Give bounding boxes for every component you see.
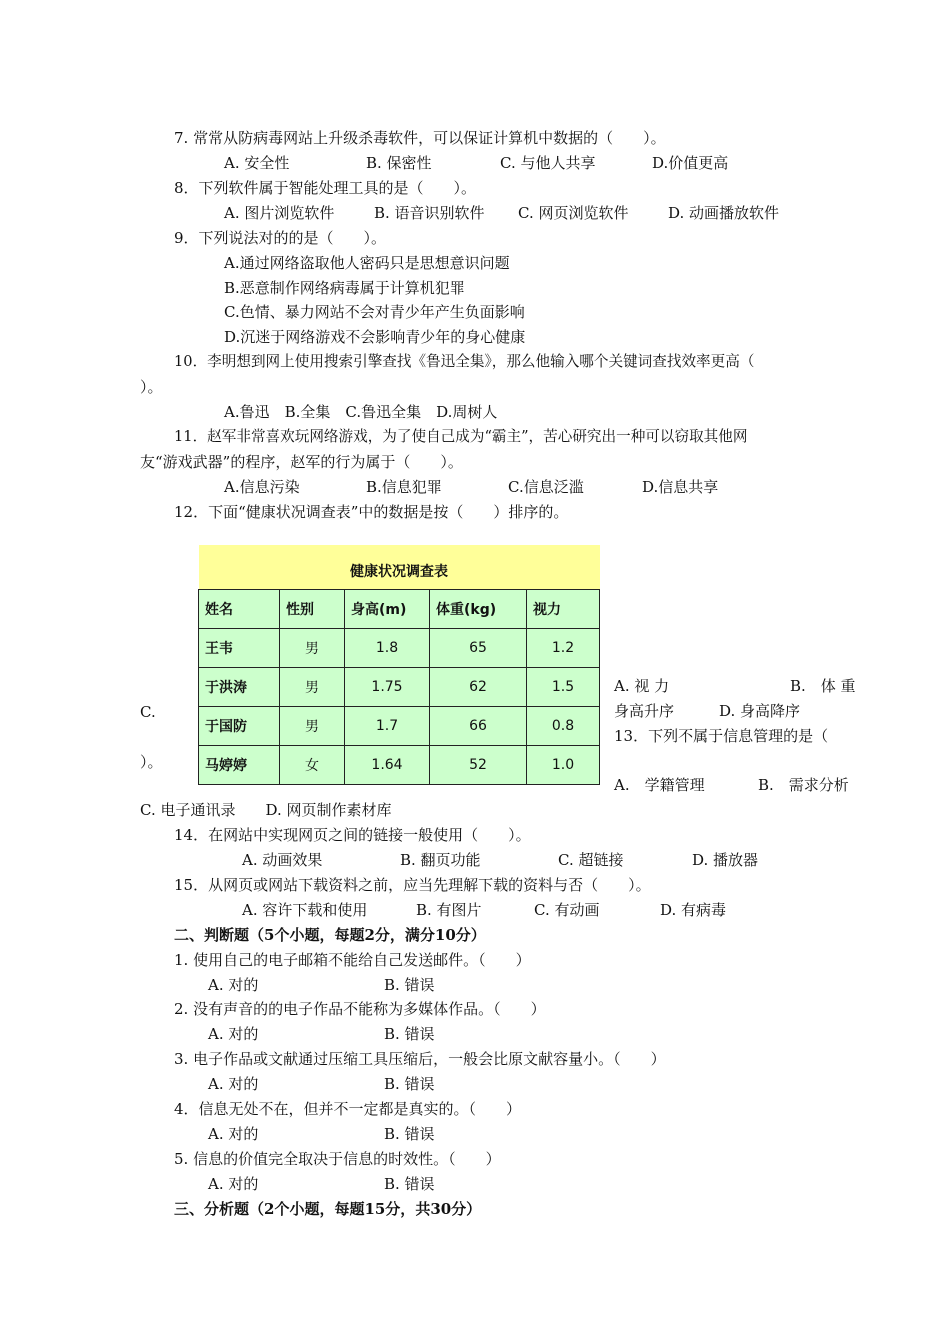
table-title-row (199, 545, 600, 590)
col-header-weight: 体重(kg) (430, 590, 527, 629)
judge-item-3-stem: 3. 电子作品或文献通过压缩工具压缩后，一般会比原文献容量小。（ ） (174, 1050, 666, 1068)
judge-item-3-option-b: B. 错误 (384, 1075, 435, 1093)
cell-vision: 1.0 (527, 746, 600, 785)
q8-option-d: D. 动画播放软件 (668, 204, 780, 222)
q15-stem: 15．从网页或网站下载资料之前，应当先理解下载的资料与否（ ）。 (174, 876, 651, 894)
q11-option-c: C.信息泛滥 (508, 478, 584, 496)
judge-item-1-option-a: A. 对的 (208, 976, 259, 994)
q14-option-c: C. 超链接 (558, 851, 624, 869)
q9-option-b: B.恶意制作网络病毒属于计算机犯罪 (224, 279, 465, 297)
table-row (199, 746, 600, 785)
q7-stem: 7. 常常从防病毒网站上升级杀毒软件，可以保证计算机中数据的（ ）。 (174, 129, 666, 147)
table-row (199, 629, 600, 668)
cell-height: 1.64 (345, 746, 430, 785)
table-row (199, 707, 600, 746)
judge-item-3-option-a: A. 对的 (208, 1075, 259, 1093)
q8-option-b: B. 语音识别软件 (374, 204, 485, 222)
cell-name: 马婷婷 (199, 746, 280, 785)
judge-item-5-stem: 5. 信息的价值完全取决于信息的时效性。（ ） (174, 1150, 501, 1168)
q15-option-b: B. 有图片 (416, 901, 482, 919)
q9-stem: 9．下列说法对的的是（ ）。 (174, 229, 387, 247)
cell-height: 1.75 (345, 668, 430, 707)
q12-close-paren: ）。 (140, 753, 163, 771)
q15-option-d: D. 有病毒 (660, 901, 727, 919)
q14-stem: 14．在网站中实现网页之间的链接一般使用（ ）。 (174, 826, 531, 844)
cell-gender: 男 (280, 629, 345, 668)
cell-name: 王韦 (199, 629, 280, 668)
col-header-name: 姓名 (199, 590, 280, 629)
q11-stem-line1: 11．赵军非常喜欢玩网络游戏，为了使自己成为“霸主”，苦心研究出一种可以窃取其他网 (174, 428, 748, 445)
col-header-vision: 视力 (527, 590, 600, 629)
judge-item-4-option-a: A. 对的 (208, 1125, 259, 1143)
table-title: 健康状况调查表 (199, 545, 600, 590)
col-header-gender: 性别 (280, 590, 345, 629)
cell-weight: 52 (430, 746, 527, 785)
q9-option-c: C.色情、暴力网站不会对青少年产生负面影响 (224, 303, 525, 321)
cell-vision: 1.2 (527, 629, 600, 668)
q11-option-d: D.信息共享 (642, 478, 719, 496)
q7-option-b: B. 保密性 (366, 154, 432, 172)
judge-item-1-option-b: B. 错误 (384, 976, 435, 994)
table-row (199, 668, 600, 707)
q10-stem-line1: 10．李明想到网上使用搜索引擎查找《鲁迅全集》，那么他输入哪个关键词查找效率更高（ (174, 353, 755, 370)
cell-gender: 男 (280, 668, 345, 707)
judge-item-2-option-a: A. 对的 (208, 1025, 259, 1043)
q12-option-b: B. 体 重 (790, 677, 856, 695)
q13-options-line2: C. 电子通讯录 D. 网页制作素材库 (140, 801, 392, 819)
col-header-height: 身高(m) (345, 590, 430, 629)
q8-option-c: C. 网页浏览软件 (518, 204, 629, 222)
q9-option-a: A.通过网络盗取他人密码只是思想意识问题 (224, 254, 510, 272)
q14-option-b: B. 翻页功能 (400, 851, 481, 869)
q14-option-a: A. 动画效果 (242, 851, 323, 869)
q14-option-d: D. 播放器 (692, 851, 759, 869)
q12-option-a: A. 视 力 (614, 677, 670, 695)
cell-vision: 0.8 (527, 707, 600, 746)
q8-option-a: A. 图片浏览软件 (224, 204, 335, 222)
q13-option-a: A. 学籍管理 (614, 776, 705, 794)
q12-options-line2: 身高升序 D. 身高降序 (614, 702, 801, 720)
cell-weight: 65 (430, 629, 527, 668)
q11-stem-line2: 友“游戏武器”的程序，赵军的行为属于（ ）。 (140, 453, 463, 471)
q11-option-b: B.信息犯罪 (366, 478, 442, 496)
q15-option-c: C. 有动画 (534, 901, 600, 919)
q11-option-a: A.信息污染 (224, 478, 300, 496)
section2-title: 二、判断题（5个小题，每题2分，满分10分） (174, 926, 486, 944)
judge-item-5-option-a: A. 对的 (208, 1175, 259, 1193)
judge-item-4-option-b: B. 错误 (384, 1125, 435, 1143)
cell-weight: 66 (430, 707, 527, 746)
judge-item-2-option-b: B. 错误 (384, 1025, 435, 1043)
cell-gender: 男 (280, 707, 345, 746)
cell-weight: 62 (430, 668, 527, 707)
cell-height: 1.7 (345, 707, 430, 746)
health-survey-table (198, 545, 600, 785)
cell-height: 1.8 (345, 629, 430, 668)
q8-stem: 8．下列软件属于智能处理工具的是（ ）。 (174, 179, 477, 197)
cell-gender: 女 (280, 746, 345, 785)
q9-option-d: D.沉迷于网络游戏不会影响青少年的身心健康 (224, 328, 526, 346)
section3-title: 三、分析题（2个小题，每题15分，共30分） (174, 1200, 482, 1218)
q12-stem: 12．下面“健康状况调查表”中的数据是按（ ）排序的。 (174, 503, 569, 521)
q15-option-a: A. 容许下载和使用 (242, 901, 368, 919)
judge-item-2-stem: 2. 没有声音的的电子作品不能称为多媒体作品。（ ） (174, 1000, 546, 1018)
table-header-row (199, 590, 600, 629)
q13-option-b: B. 需求分析 (758, 776, 849, 794)
q10-options: A.鲁迅 B.全集 C.鲁迅全集 D.周树人 (224, 403, 498, 421)
q7-option-c: C. 与他人共享 (500, 154, 596, 172)
q12-option-c-label: C. (140, 703, 156, 721)
q10-stem-line2: ）。 (140, 378, 163, 396)
q7-option-a: A. 安全性 (224, 154, 290, 172)
judge-item-5-option-b: B. 错误 (384, 1175, 435, 1193)
q7-option-d: D.价值更高 (652, 154, 729, 172)
q13-stem: 13．下列不属于信息管理的是（ (614, 727, 829, 745)
cell-name: 于洪涛 (199, 668, 280, 707)
judge-item-1-stem: 1. 使用自己的电子邮箱不能给自己发送邮件。（ ） (174, 951, 531, 969)
cell-vision: 1.5 (527, 668, 600, 707)
judge-item-4-stem: 4．信息无处不在，但并不一定都是真实的。（ ） (174, 1100, 522, 1118)
cell-name: 于国防 (199, 707, 280, 746)
